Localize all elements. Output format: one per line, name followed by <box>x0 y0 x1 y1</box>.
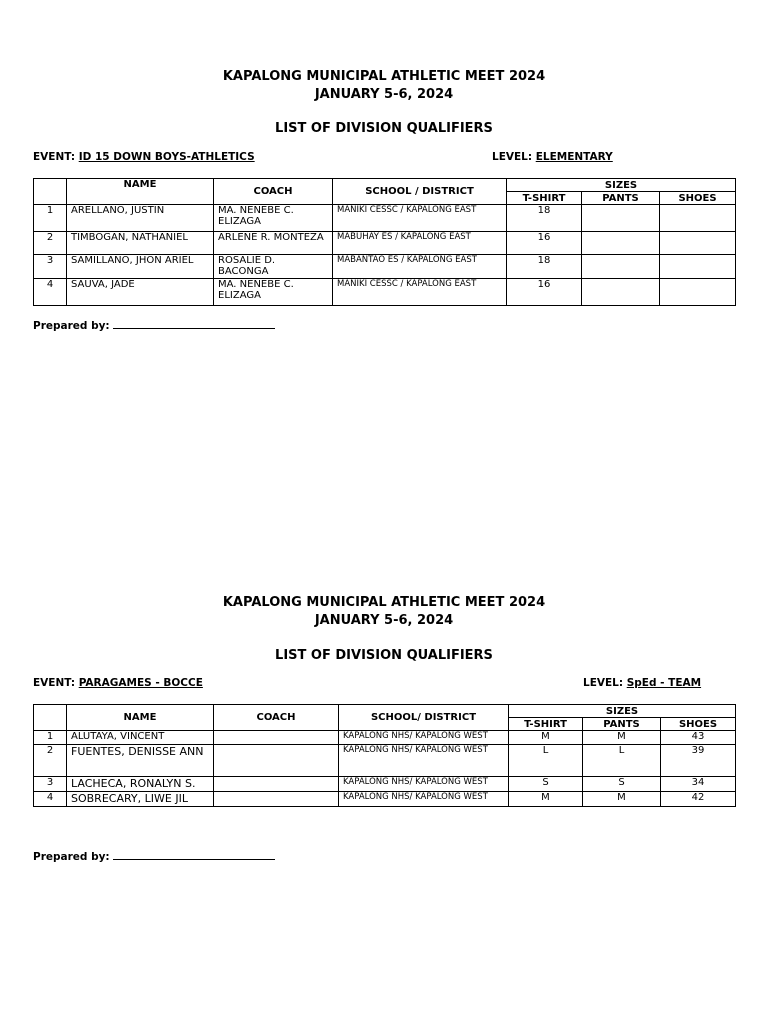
athlete-name: SAMILLANO, JHON ARIEL <box>67 255 214 279</box>
coach-name: MA. NENEBE C. ELIZAGA <box>214 205 333 232</box>
col-shoes: SHOES <box>661 718 736 731</box>
tshirt-size: 18 <box>507 205 582 232</box>
shoes-size: 34 <box>661 777 736 792</box>
school-district: MANIKI CESSC / KAPALONG EAST <box>333 279 507 306</box>
shoes-size: 43 <box>661 731 736 745</box>
coach-name <box>214 792 339 807</box>
col-number <box>34 705 67 731</box>
table-row <box>34 731 736 745</box>
col-shoes: SHOES <box>660 192 736 205</box>
tshirt-size: 16 <box>507 232 582 255</box>
prepared-by <box>33 849 275 863</box>
meet-title: KAPALONG MUNICIPAL ATHLETIC MEET 2024 <box>222 595 546 610</box>
table-row <box>34 279 736 306</box>
table-row <box>34 777 736 792</box>
col-sizes: SIZES <box>509 705 736 718</box>
event-info <box>33 151 255 163</box>
shoes-size <box>660 232 736 255</box>
pants-size: M <box>583 731 661 745</box>
coach-name <box>214 745 339 777</box>
qualifiers-section-2 <box>0 594 768 665</box>
pants-size: L <box>583 745 661 777</box>
pants-size <box>582 279 660 306</box>
pants-size <box>582 205 660 232</box>
list-title: LIST OF DIVISION QUALIFIERS <box>275 121 493 136</box>
athlete-name: LACHECA, RONALYN S. <box>67 777 214 792</box>
col-school: SCHOOL/ DISTRICT <box>339 705 509 731</box>
school-district: KAPALONG NHS/ KAPALONG WEST <box>339 731 509 745</box>
qualifiers-table <box>33 704 736 807</box>
table-row <box>34 205 736 232</box>
tshirt-size: L <box>509 745 583 777</box>
meet-title: KAPALONG MUNICIPAL ATHLETIC MEET 2024 <box>222 69 546 84</box>
shoes-size: 39 <box>661 745 736 777</box>
coach-name <box>214 731 339 745</box>
coach-name: MA. NENEBE C. ELIZAGA <box>214 279 333 306</box>
athlete-name: ALUTAYA, VINCENT <box>67 731 214 745</box>
row-number: 3 <box>34 255 67 279</box>
school-district: MABUHAY ES / KAPALONG EAST <box>333 232 507 255</box>
event-value: ID 15 DOWN BOYS-ATHLETICS <box>78 151 255 163</box>
school-district: KAPALONG NHS/ KAPALONG WEST <box>339 777 509 792</box>
athlete-name: SAUVA, JADE <box>67 279 214 306</box>
list-title: LIST OF DIVISION QUALIFIERS <box>275 648 493 663</box>
pants-size <box>582 255 660 279</box>
qualifiers-table <box>33 178 736 306</box>
athlete-name: TIMBOGAN, NATHANIEL <box>67 232 214 255</box>
col-coach: COACH <box>214 705 339 731</box>
col-pants: PANTS <box>583 718 661 731</box>
col-name: NAME <box>67 705 214 731</box>
col-tshirt: T-SHIRT <box>509 718 583 731</box>
event-label: EVENT: <box>33 677 76 689</box>
shoes-size <box>660 279 736 306</box>
signature-line <box>113 849 275 860</box>
table-row <box>34 232 736 255</box>
prepared-by-label: Prepared by: <box>33 320 110 332</box>
col-sizes: SIZES <box>507 179 736 192</box>
shoes-size <box>660 205 736 232</box>
coach-name: ARLENE R. MONTEZA <box>214 232 333 255</box>
row-number: 2 <box>34 232 67 255</box>
athlete-name: FUENTES, DENISSE ANN <box>67 745 214 777</box>
prepared-by <box>33 318 275 332</box>
shoes-size <box>660 255 736 279</box>
pants-size: S <box>583 777 661 792</box>
meet-dates: JANUARY 5-6, 2024 <box>314 87 454 102</box>
table-row <box>34 745 736 777</box>
tshirt-size: M <box>509 792 583 807</box>
signature-line <box>113 318 275 329</box>
row-number: 3 <box>34 777 67 792</box>
level-label: LEVEL: <box>583 677 624 689</box>
col-name: NAME <box>67 179 214 205</box>
level-value: SpEd - TEAM <box>626 677 702 689</box>
athlete-name: ARELLANO, JUSTIN <box>67 205 214 232</box>
shoes-size: 42 <box>661 792 736 807</box>
table-row <box>34 255 736 279</box>
prepared-by-label: Prepared by: <box>33 851 110 863</box>
col-tshirt: T-SHIRT <box>507 192 582 205</box>
athlete-name: SOBRECARY, LIWE JIL <box>67 792 214 807</box>
tshirt-size: S <box>509 777 583 792</box>
tshirt-size: M <box>509 731 583 745</box>
qualifiers-section-1 <box>0 68 768 138</box>
school-district: KAPALONG NHS/ KAPALONG WEST <box>339 792 509 807</box>
col-coach: COACH <box>214 179 333 205</box>
school-district: MABANTAO ES / KAPALONG EAST <box>333 255 507 279</box>
school-district: KAPALONG NHS/ KAPALONG WEST <box>339 745 509 777</box>
coach-name <box>214 777 339 792</box>
coach-name: ROSALIE D. BACONGA <box>214 255 333 279</box>
row-number: 4 <box>34 792 67 807</box>
row-number: 4 <box>34 279 67 306</box>
event-info <box>33 677 203 689</box>
pants-size <box>582 232 660 255</box>
level-info <box>492 151 613 163</box>
tshirt-size: 16 <box>507 279 582 306</box>
row-number: 2 <box>34 745 67 777</box>
col-school: SCHOOL / DISTRICT <box>333 179 507 205</box>
meet-dates: JANUARY 5-6, 2024 <box>314 613 454 628</box>
level-label: LEVEL: <box>492 151 533 163</box>
row-number: 1 <box>34 205 67 232</box>
col-pants: PANTS <box>582 192 660 205</box>
row-number: 1 <box>34 731 67 745</box>
tshirt-size: 18 <box>507 255 582 279</box>
school-district: MANIKI CESSC / KAPALONG EAST <box>333 205 507 232</box>
event-value: PARAGAMES - BOCCE <box>78 677 203 689</box>
level-info <box>583 677 701 689</box>
level-value: ELEMENTARY <box>535 151 613 163</box>
event-label: EVENT: <box>33 151 76 163</box>
pants-size: M <box>583 792 661 807</box>
col-number <box>34 179 67 205</box>
table-row <box>34 792 736 807</box>
